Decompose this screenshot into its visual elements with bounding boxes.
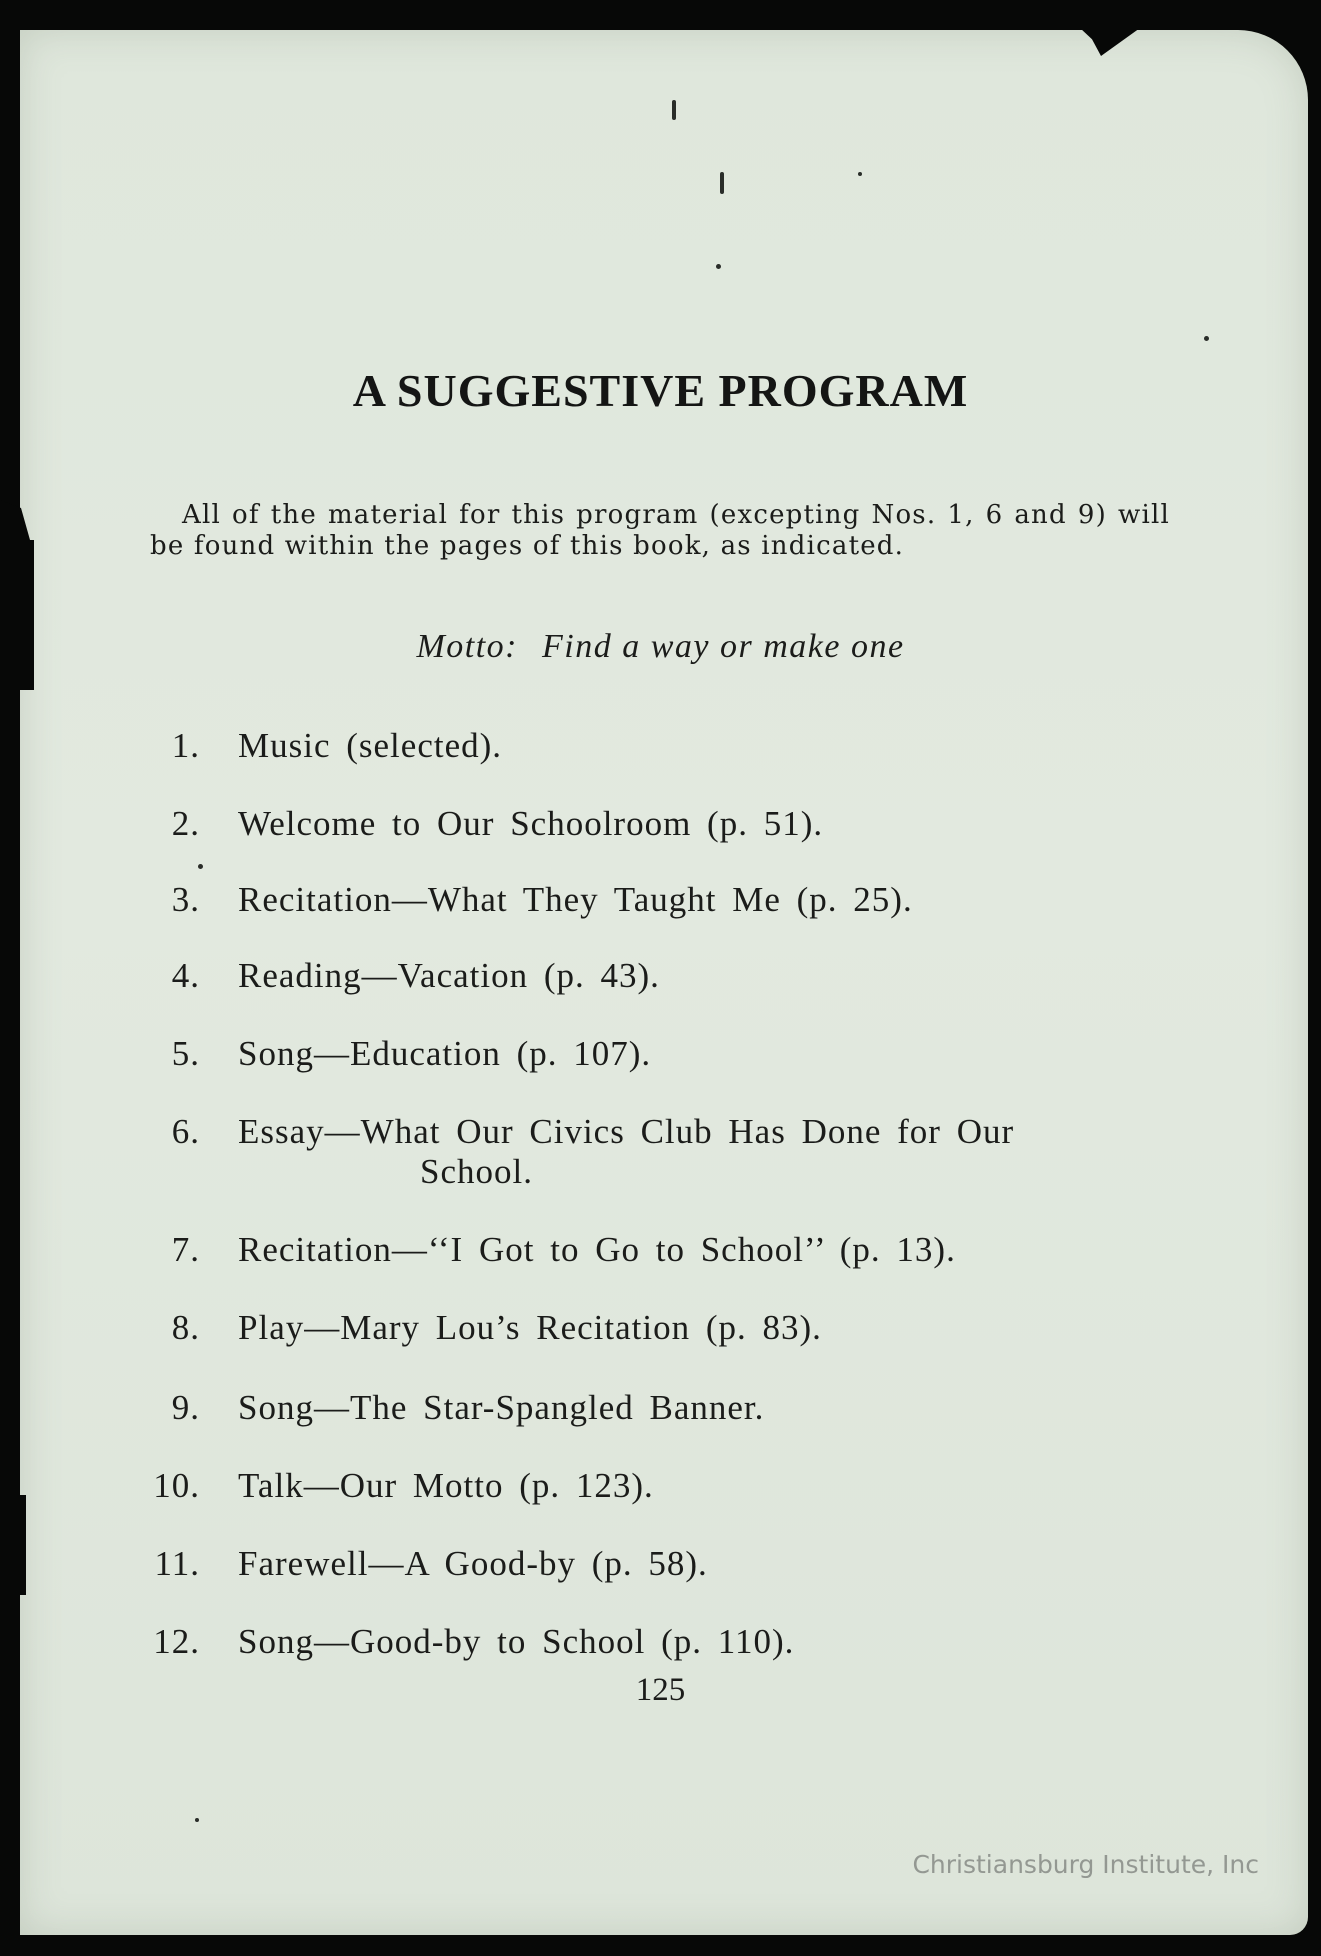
- item-text: Reading—Vacation (p. 43).: [238, 956, 660, 995]
- item-text: Farewell—A Good-by (p. 58).: [238, 1544, 708, 1583]
- item-number: 12.: [153, 1622, 200, 1661]
- item-number: 8.: [171, 1308, 200, 1347]
- item-text: Recitation—What They Taught Me (p. 25).: [238, 880, 913, 919]
- motto-text: Find a way or make one: [542, 628, 905, 665]
- item-number: 5.: [171, 1034, 200, 1073]
- item-number: 1.: [171, 726, 200, 765]
- item-number: 4.: [171, 956, 200, 995]
- item-text: Music (selected).: [238, 726, 503, 765]
- page-number: 125: [635, 1672, 686, 1708]
- item-text-wrapper: [238, 1112, 1173, 1192]
- item-text: Song—The Star-Spangled Banner.: [238, 1388, 765, 1427]
- item-number: 7.: [171, 1230, 200, 1269]
- item-text-continuation: School.: [420, 1152, 533, 1191]
- item-text: Recitation—‘‘I Got to Go to School’’ (p. 13).: [238, 1230, 956, 1269]
- item-text: Song—Good-by to School (p. 110).: [238, 1622, 795, 1661]
- item-number: 2.: [171, 804, 200, 843]
- item-text: Welcome to Our Schoolroom (p. 51).: [238, 804, 824, 843]
- item-number: 3.: [171, 880, 200, 919]
- intro-paragraph: All of the material for this program (excepting Nos. 1, 6 and 9) will be found within the pages of this book, as indicated.: [150, 500, 1170, 561]
- watermark: Christiansburg Institute, Inc: [912, 1850, 1259, 1879]
- item-text: Talk—Our Motto (p. 123).: [238, 1466, 654, 1505]
- motto-label: Motto:: [416, 628, 518, 665]
- item-number: 10.: [153, 1466, 200, 1505]
- item-text: Essay—What Our Civics Club Has Done for Our: [238, 1112, 1015, 1151]
- item-number: 6.: [171, 1112, 200, 1151]
- paper-speck: [195, 1818, 199, 1822]
- item-text: Song—Education (p. 107).: [238, 1034, 652, 1073]
- item-number: 9.: [171, 1388, 200, 1427]
- item-number: 11.: [154, 1544, 200, 1583]
- item-text: Play—Mary Lou’s Recitation (p. 83).: [238, 1308, 822, 1347]
- page-title: A SUGGESTIVE PROGRAM: [352, 365, 969, 416]
